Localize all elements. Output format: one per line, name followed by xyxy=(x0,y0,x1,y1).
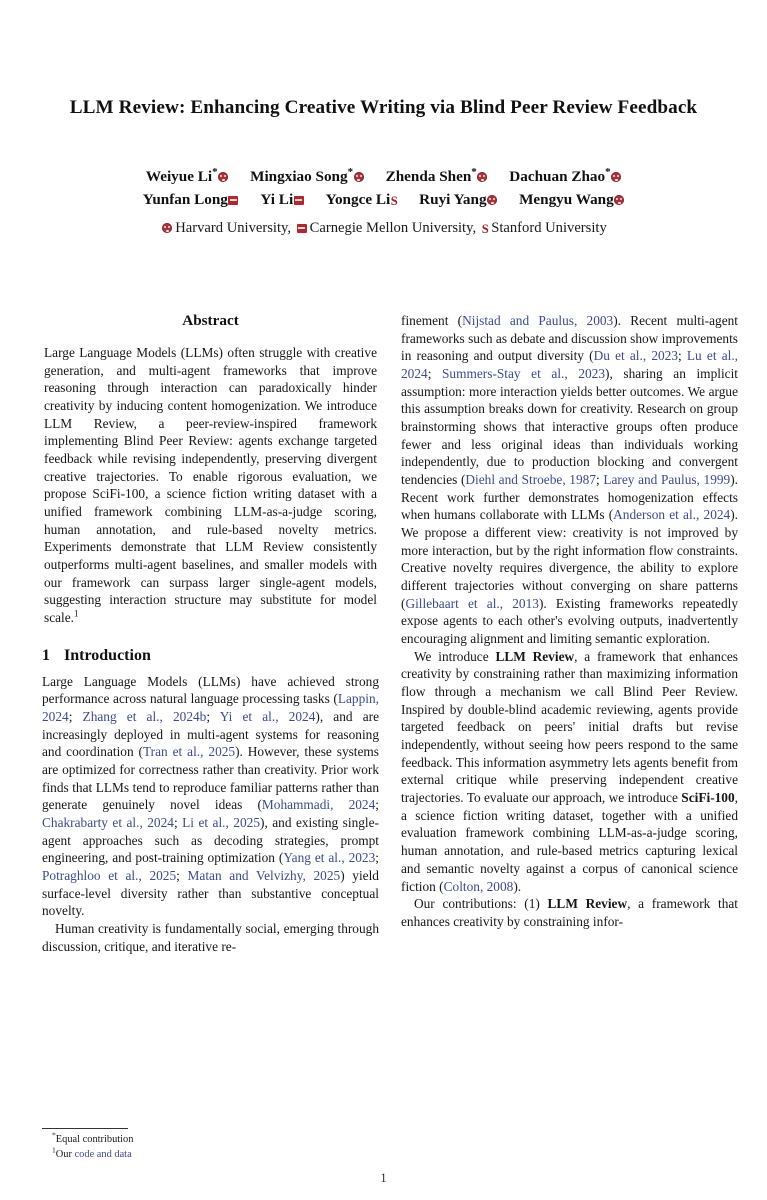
body-text: ; xyxy=(678,348,687,364)
body-text: We introduce xyxy=(414,648,496,664)
citation-link[interactable]: Matan and Velvizhy, 2025 xyxy=(187,868,341,884)
author-name: Mingxiao Song xyxy=(250,168,348,186)
author-entry xyxy=(419,188,497,211)
section-number: 1 xyxy=(42,646,50,664)
citation-link[interactable]: , 2025 xyxy=(200,744,236,760)
body-text: ; xyxy=(68,709,83,725)
author-entry xyxy=(143,188,239,211)
left-column xyxy=(42,312,379,956)
body-text: ; xyxy=(375,797,379,813)
paragraph xyxy=(401,648,738,895)
affiliation-cmu: Carnegie Mellon University, xyxy=(309,220,477,237)
equal-contribution-marker: * xyxy=(212,166,218,178)
author-name: Dachuan Zhao xyxy=(509,168,606,186)
citation-link[interactable]: Du et al., 2023 xyxy=(593,348,679,364)
citation-link[interactable]: Zhang et al., 2024b xyxy=(82,709,207,725)
footnote-rule xyxy=(42,1128,128,1129)
author-entry xyxy=(146,164,228,188)
author-row-1 xyxy=(42,164,725,188)
citation-link[interactable]: Potraghloo et al., 2025 xyxy=(42,868,177,884)
author-name: Zhenda Shen xyxy=(385,168,472,186)
body-text: , a framework that enhances creativity by constraining infor- xyxy=(401,896,739,929)
body-text: ) yield surface-level diversity rather than substantive conceptual novelty. xyxy=(42,868,379,919)
citation-link[interactable]: Lappin, 2024 xyxy=(42,691,379,725)
body-text: Large Language Models (LLMs) have achieved strong performance across natural language processing tasks ( xyxy=(42,673,379,707)
affiliation-list xyxy=(42,218,725,238)
body-text: ), and existing single-agent approaches such as decoding strategies, prompt engineering, and post-training optimization ( xyxy=(42,815,379,866)
footnote-equal-contribution xyxy=(42,1130,379,1148)
citation-link[interactable]: Yang et al., 2023 xyxy=(283,850,376,866)
body-text: , a framework that enhances creativity by constraining rather than maximizing information flow through a mechanism we call Blind Peer Review. Inspired by double-blind academic reviewing, agents provide targeted feedback on peers' initial drafts but revise independently, without seeing how peers respond to the same feedback. This information asymmetry lets agents benefit from external critique while preserving independent creative trajectories. To evaluate our approach, we introduce xyxy=(401,648,739,806)
author-name: Mengyu Wang xyxy=(519,191,614,209)
title-block xyxy=(0,0,767,239)
citation-link[interactable]: Chakrabarty et al., 2024 xyxy=(42,815,174,831)
harvard-affiliation-icon xyxy=(354,172,364,182)
harvard-affiliation-icon xyxy=(487,195,497,205)
body-text: ; xyxy=(595,472,604,488)
citation-link[interactable]: Summers-Stay et al., 2023 xyxy=(442,366,606,382)
citation-link[interactable]: Larey and Paulus, 1999 xyxy=(603,472,731,488)
right-column xyxy=(401,312,738,956)
body-text: ; xyxy=(206,709,220,725)
emphasis-text: LLM Review xyxy=(547,896,628,912)
citation-link[interactable]: Yi et al., 2024 xyxy=(219,709,316,725)
citation-link[interactable]: Diehl and Stroebe, 1987 xyxy=(465,472,596,488)
citation-link[interactable]: Tran et al. xyxy=(142,744,201,760)
emphasis-text: LLM Review xyxy=(495,648,575,664)
body-text: ). Recent work further demonstrates homogenization effects when humans collaborate with LLMs ( xyxy=(401,472,738,523)
harvard-affiliation-icon xyxy=(614,195,624,205)
body-text: ). We propose a different view: creativity is not improved by more interaction, but by the right information flow constraints. Creative novelty requires divergence, the ability to explore different trajectories without converging on share patterns ( xyxy=(401,507,739,611)
author-entry xyxy=(519,188,624,211)
body-text: ; xyxy=(427,366,442,382)
footnote-reference[interactable]: 1 xyxy=(74,608,79,619)
harvard-affiliation-icon xyxy=(477,172,487,182)
introduction-right-flow xyxy=(401,312,738,931)
body-text: finement ( xyxy=(401,313,463,328)
paragraph xyxy=(401,895,738,930)
author-name: Yi Li xyxy=(260,191,294,209)
section-heading-introduction xyxy=(42,647,379,665)
harvard-affiliation-icon xyxy=(611,172,621,182)
author-entry xyxy=(386,164,488,188)
page-number: 1 xyxy=(380,1171,387,1185)
affiliation-stanford: Stanford University xyxy=(491,220,607,237)
citation-link[interactable]: Gillebaart et al., 2013 xyxy=(405,595,539,611)
equal-contribution-marker: * xyxy=(347,166,354,178)
body-text: ; xyxy=(176,868,188,884)
citation-link[interactable]: Mohammadi, 2024 xyxy=(261,797,376,813)
body-text: Large Language Models (LLMs) often struggle with creative generation, and multi-agent frameworks that improve reasoning through interaction can paradoxically hinder creativity by inducing content homogenization. We introduce LLM Review, a peer-review-inspired framework implementing Blind Peer Review: agents exchange targeted feedback while revising independently, preserving divergent creative trajectories. To enable rigorous evaluation, we propose SciFi-100, a science fiction writing dataset with a unified framework combining LLM-as-a-judge scoring, human annotation, and rule-based novelty metrics. Experiments demonstrate that LLM Review consistently outperforms multi-agent baselines, and smaller models with our framework can surpass larger single-agent models, suggesting interaction structure may substitute for model scale. xyxy=(44,345,377,626)
body-text: ). xyxy=(513,878,522,894)
footnote-area xyxy=(42,1128,379,1163)
body-text: ; xyxy=(375,850,379,866)
author-name: Yongce Li xyxy=(325,191,391,209)
code-and-data-link[interactable]: code and data xyxy=(74,1148,132,1160)
footnote-code-data xyxy=(42,1145,379,1163)
footnote-text: Equal contribution xyxy=(55,1134,134,1145)
author-name: Ruyi Yang xyxy=(419,191,487,209)
author-name: Yunfan Long xyxy=(142,191,228,209)
body-text: , a science fiction writing dataset, together with a unified evaluation framework combining LLM-as-a-judge scoring, human annotation, and rule-based metrics capturing lexical and semantic novelty against a corpus of canonical science fiction ( xyxy=(401,790,738,894)
footnote-marker: 1 xyxy=(52,1145,56,1155)
equal-contribution-marker: * xyxy=(605,166,611,178)
section-title: Introduction xyxy=(64,646,151,664)
body-text: Our contributions: (1) xyxy=(414,896,548,912)
harvard-affiliation-icon xyxy=(162,223,172,233)
body-text: ). However, these systems are optimized for correctness rather than creativity. Prior work finds that LLMs tend to reproduce familiar patterns rather than generate genuinely novel ideas ( xyxy=(42,744,380,813)
author-entry xyxy=(260,188,303,211)
body-text: ), sharing an implicit assumption: more interaction yields better outcomes. We argue this assumption breaks down for creativity. Research on group brainstorming shows that interactive groups often produce fewer and less original ideas than individuals working independently, due to production blocking and convergent tendencies ( xyxy=(401,366,738,488)
abstract-body xyxy=(42,344,379,627)
equal-contribution-marker: * xyxy=(471,166,477,178)
author-list xyxy=(42,164,725,239)
emphasis-text: SciFi-100 xyxy=(681,790,735,806)
citation-link[interactable]: Li et al., 2025 xyxy=(182,815,260,831)
body-text: Human creativity is fundamentally social, emerging through discussion, critique, and iterative re- xyxy=(42,921,379,954)
footnote-text: Our xyxy=(55,1148,75,1160)
abstract-heading: Abstract xyxy=(182,312,239,329)
author-row-2 xyxy=(42,188,725,211)
citation-link[interactable]: Lu et al., 2024 xyxy=(401,348,738,382)
cmu-affiliation-icon xyxy=(228,196,238,205)
author-entry xyxy=(250,164,363,188)
paragraph xyxy=(42,673,379,920)
body-text: ). Existing frameworks repeatedly expose agents to each other's evolving outputs, inadvertently encouraging alignment and limiting semantic exploration. xyxy=(401,595,738,647)
cmu-affiliation-icon xyxy=(297,224,307,233)
author-entry xyxy=(326,188,398,211)
body-columns xyxy=(42,312,739,956)
body-text: ), and are increasingly deployed in multi-agent systems for reasoning and coordination ( xyxy=(42,709,379,760)
paragraph xyxy=(42,920,379,955)
footnote-marker: * xyxy=(52,1130,56,1140)
citation-link[interactable]: Colton, 2008 xyxy=(443,878,514,894)
body-text: ; xyxy=(173,815,183,831)
citation-link[interactable]: Nijstad and Paulus, 2003 xyxy=(462,313,614,328)
affiliation-harvard: Harvard University, xyxy=(175,220,292,237)
stanford-affiliation-icon: S xyxy=(481,222,489,237)
harvard-affiliation-icon xyxy=(218,172,228,182)
stanford-affiliation-icon: S xyxy=(390,194,398,209)
introduction-left-flow xyxy=(42,673,379,956)
author-name: Weiyue Li xyxy=(145,168,213,186)
body-text: ). Recent multi-agent frameworks such as debate and discussion show improvements in reasoning and output diversity ( xyxy=(401,313,739,364)
citation-link[interactable]: Anderson et al., 2024 xyxy=(613,507,731,523)
cmu-affiliation-icon xyxy=(294,196,304,205)
author-entry xyxy=(509,164,621,188)
paragraph xyxy=(401,312,738,648)
page-title: LLM Review: Enhancing Creative Writing via Blind Peer Review Feedback xyxy=(69,97,698,118)
